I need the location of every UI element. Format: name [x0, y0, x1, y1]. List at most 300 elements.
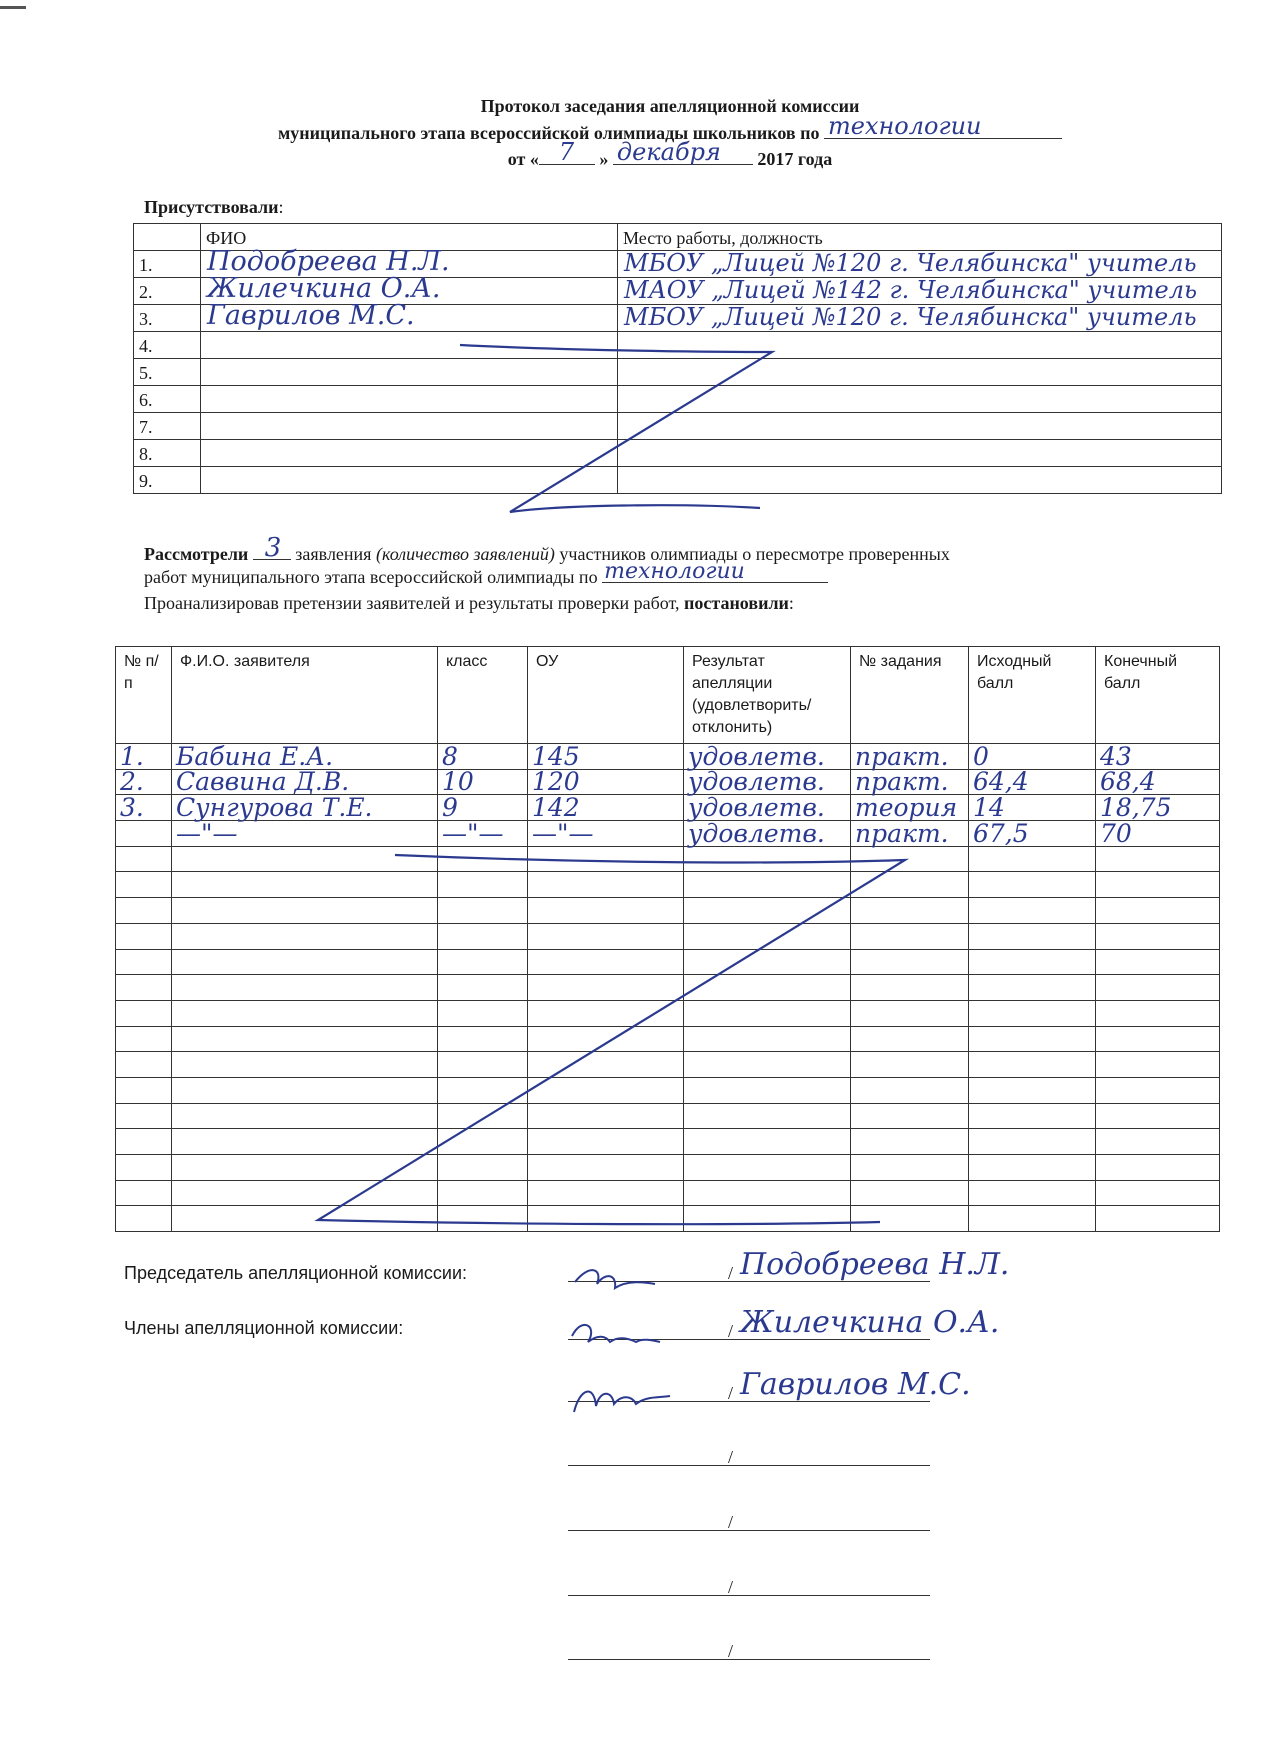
initial-score-cell — [969, 1155, 1096, 1181]
row-number: 7. — [134, 413, 201, 440]
initial-score-cell — [969, 1052, 1096, 1078]
grade-cell — [438, 949, 528, 975]
school-cell — [528, 949, 684, 975]
signature-name-handwritten: Гаврилов М.С. — [740, 1367, 971, 1402]
result-cell — [684, 1206, 851, 1232]
fio-cell — [201, 359, 618, 386]
initial-score-cell — [969, 795, 1096, 821]
result-cell — [684, 741, 851, 771]
signature-name-handwritten: Подобреева Н.Л. — [740, 1247, 1010, 1282]
handwritten-value: 18,75 — [1100, 793, 1172, 823]
handwritten-value: удовлетв. — [688, 741, 825, 771]
fio-handwritten: Гаврилов М.С. — [207, 300, 415, 331]
school-cell — [528, 898, 684, 924]
work-cell — [618, 359, 1222, 386]
col-header-num: № п/п — [116, 647, 172, 744]
applicant-cell — [172, 923, 438, 949]
present-header-work: Место работы, должность — [618, 224, 1222, 251]
work-cell — [618, 413, 1222, 440]
applicant-cell — [172, 818, 438, 848]
col-header-final: Конечный балл — [1096, 647, 1220, 744]
col-header-result: Результат апелляции (удовлетворить/ отклонить) — [684, 647, 851, 744]
date-prefix: от « — [507, 149, 539, 169]
considered-text1: заявления — [295, 544, 372, 564]
title-subject-prefix: муниципального этапа всероссийской олимпиады школьников по — [278, 123, 820, 143]
school-cell — [528, 1052, 684, 1078]
handwritten-value: практ. — [855, 767, 949, 797]
task-cell — [851, 1103, 969, 1129]
task-cell — [851, 1129, 969, 1155]
appeal-row — [116, 1103, 1220, 1129]
handwritten-value: 3. — [120, 793, 144, 823]
school-cell — [528, 1206, 684, 1232]
considered-subject-field — [602, 559, 828, 584]
signature-separator: / — [728, 1321, 734, 1341]
task-cell — [851, 923, 969, 949]
appeal-row — [116, 1206, 1220, 1232]
handwritten-value: Бабина Е.А. — [176, 741, 334, 771]
row-num-cell — [116, 923, 172, 949]
school-cell — [528, 1180, 684, 1206]
considered-count-hint: (количество заявлений) — [375, 544, 555, 564]
considered-label: Рассмотрели — [144, 544, 249, 564]
final-score-cell — [1096, 1155, 1220, 1181]
date-suffix: года — [797, 149, 833, 169]
present-header-num — [134, 224, 201, 251]
grade-cell — [438, 1103, 528, 1129]
signature-line — [568, 1242, 1010, 1283]
final-score-cell — [1096, 1026, 1220, 1052]
considered-line1 — [144, 533, 950, 566]
handwritten-value: 43 — [1100, 741, 1132, 771]
result-cell — [684, 1180, 851, 1206]
school-cell — [528, 975, 684, 1001]
final-score-cell — [1096, 818, 1220, 848]
applicant-cell — [172, 975, 438, 1001]
handwritten-value: 142 — [532, 793, 580, 823]
considered-text2: работ муниципального этапа всероссийской олимпиады по — [144, 567, 598, 587]
signature-underline — [568, 1465, 930, 1466]
handwritten-value: удовлетв. — [688, 767, 825, 797]
task-cell — [851, 741, 969, 771]
grade-cell — [438, 1026, 528, 1052]
task-cell — [851, 846, 969, 872]
initial-score-cell — [969, 923, 1096, 949]
grade-cell — [438, 872, 528, 898]
task-cell — [851, 1077, 969, 1103]
grade-cell — [438, 1077, 528, 1103]
result-cell — [684, 1000, 851, 1026]
initial-score-cell — [969, 1103, 1096, 1129]
signature-separator: / — [728, 1383, 734, 1403]
initial-score-cell — [969, 769, 1096, 795]
applicant-cell — [172, 741, 438, 771]
month-handwritten: декабря — [616, 138, 721, 166]
task-cell — [851, 898, 969, 924]
applicant-cell — [172, 898, 438, 924]
row-number: 8. — [134, 440, 201, 467]
row-num-cell — [116, 1129, 172, 1155]
present-row — [134, 413, 1222, 440]
grade-cell — [438, 818, 528, 848]
handwritten-value: удовлетв. — [688, 818, 825, 848]
date-mid: » — [599, 149, 609, 169]
grade-cell — [438, 1052, 528, 1078]
row-num-cell — [116, 975, 172, 1001]
handwritten-value: 0 — [973, 741, 989, 771]
school-cell — [528, 923, 684, 949]
grade-cell — [438, 741, 528, 771]
result-cell — [684, 1026, 851, 1052]
task-cell — [851, 1155, 969, 1181]
grade-cell — [438, 923, 528, 949]
final-score-cell — [1096, 975, 1220, 1001]
handwritten-value: 120 — [532, 767, 580, 797]
task-cell — [851, 872, 969, 898]
initial-score-cell — [969, 1000, 1096, 1026]
task-cell — [851, 769, 969, 795]
signature-line — [568, 1556, 930, 1596]
fio-cell — [201, 386, 618, 413]
appeal-row — [116, 1180, 1220, 1206]
row-num-cell — [116, 1026, 172, 1052]
appeal-row — [116, 1000, 1220, 1026]
considered-text3: Проанализировав претензии заявителей и результаты проверки работ, — [144, 593, 680, 613]
applicant-cell — [172, 1077, 438, 1103]
handwritten-value: 2. — [120, 767, 144, 797]
row-num-cell — [116, 1180, 172, 1206]
signature-line — [568, 1300, 1000, 1341]
result-cell — [684, 975, 851, 1001]
handwritten-value: 14 — [973, 793, 1005, 823]
row-number: 4. — [134, 332, 201, 359]
row-number: 6. — [134, 386, 201, 413]
final-score-cell — [1096, 741, 1220, 771]
task-cell — [851, 975, 969, 1001]
final-score-cell — [1096, 923, 1220, 949]
school-cell — [528, 1103, 684, 1129]
appeal-row — [116, 975, 1220, 1001]
initial-score-cell — [969, 818, 1096, 848]
row-num-cell — [116, 769, 172, 795]
grade-cell — [438, 1000, 528, 1026]
fio-handwritten: Подобреева Н.Л. — [207, 246, 450, 277]
applicant-cell — [172, 1052, 438, 1078]
fio-cell — [201, 440, 618, 467]
final-score-cell — [1096, 1103, 1220, 1129]
signature-line — [568, 1620, 930, 1660]
signature-underline — [568, 1595, 930, 1596]
scan-edge-mark — [0, 6, 26, 9]
initial-score-cell — [969, 1206, 1096, 1232]
signature-separator: / — [728, 1577, 734, 1597]
result-cell — [684, 1155, 851, 1181]
applicant-cell — [172, 795, 438, 821]
grade-cell — [438, 1155, 528, 1181]
final-score-cell — [1096, 769, 1220, 795]
final-score-cell — [1096, 846, 1220, 872]
applicant-cell — [172, 1180, 438, 1206]
day-field — [539, 138, 595, 166]
present-row — [134, 332, 1222, 359]
appeal-row — [116, 769, 1220, 795]
school-cell — [528, 1129, 684, 1155]
applicant-cell — [172, 1155, 438, 1181]
fio-handwritten: Жилечкина О.А. — [207, 273, 441, 304]
work-cell — [618, 278, 1222, 305]
initial-score-cell — [969, 949, 1096, 975]
document-title-line1: Протокол заседания апелляционной комиссии — [480, 96, 860, 116]
applicant-cell — [172, 769, 438, 795]
considered-line2 — [144, 559, 828, 589]
handwritten-value: 1. — [120, 741, 144, 771]
final-score-cell — [1096, 1206, 1220, 1232]
present-header-fio: ФИО — [201, 224, 618, 251]
handwritten-value: теория — [855, 793, 958, 823]
grade-cell — [438, 795, 528, 821]
appeal-row — [116, 1077, 1220, 1103]
considered-line3 — [144, 592, 794, 615]
row-num-cell — [116, 846, 172, 872]
grade-cell — [438, 975, 528, 1001]
row-num-cell — [116, 872, 172, 898]
month-field — [613, 138, 753, 166]
row-number: 1. — [134, 251, 201, 278]
initial-score-cell — [969, 1077, 1096, 1103]
row-num-cell — [116, 821, 172, 847]
present-row — [134, 386, 1222, 413]
appeals-table — [115, 646, 1220, 1232]
task-cell — [851, 1052, 969, 1078]
final-score-cell — [1096, 1077, 1220, 1103]
final-score-cell — [1096, 949, 1220, 975]
work-cell — [618, 386, 1222, 413]
count-handwritten: 3 — [264, 533, 282, 563]
applicant-cell — [172, 1026, 438, 1052]
present-row — [134, 359, 1222, 386]
col-header-initial: Исходный балл — [969, 647, 1096, 744]
signature-separator: / — [728, 1641, 734, 1661]
initial-score-cell — [969, 975, 1096, 1001]
initial-score-cell — [969, 1129, 1096, 1155]
fio-cell — [201, 413, 618, 440]
grade-cell — [438, 769, 528, 795]
handwritten-value: —"— — [176, 818, 238, 848]
result-cell — [684, 1077, 851, 1103]
grade-cell — [438, 1129, 528, 1155]
decided-colon: : — [788, 593, 794, 613]
document-date-line — [0, 138, 1275, 171]
grade-cell — [438, 898, 528, 924]
appeal-row — [116, 1129, 1220, 1155]
work-cell — [618, 467, 1222, 494]
appeal-row — [116, 872, 1220, 898]
final-score-cell — [1096, 898, 1220, 924]
col-header-fio: Ф.И.О. заявителя — [172, 647, 438, 744]
final-score-cell — [1096, 1129, 1220, 1155]
fio-cell — [201, 300, 618, 332]
signature-line — [568, 1426, 930, 1466]
decided-label: постановили — [684, 593, 789, 613]
handwritten-value: 68,4 — [1100, 767, 1156, 797]
initial-score-cell — [969, 741, 1096, 771]
subject-handwritten: технологии — [827, 112, 982, 140]
task-cell — [851, 1000, 969, 1026]
school-cell — [528, 795, 684, 821]
result-cell — [684, 923, 851, 949]
initial-score-cell — [969, 1180, 1096, 1206]
appeal-row — [116, 898, 1220, 924]
handwritten-value: 8 — [442, 741, 458, 771]
task-cell — [851, 1180, 969, 1206]
handwritten-value: практ. — [855, 818, 949, 848]
handwritten-value: 67,5 — [973, 818, 1029, 848]
signature-line — [568, 1362, 971, 1403]
considered-subject-handwritten: технологии — [604, 559, 745, 584]
handwritten-value: 145 — [532, 741, 580, 771]
final-score-cell — [1096, 1180, 1220, 1206]
school-cell — [528, 872, 684, 898]
result-cell — [684, 1052, 851, 1078]
task-cell — [851, 1026, 969, 1052]
school-cell — [528, 818, 684, 848]
handwritten-value: Саввина Д.В. — [176, 767, 350, 797]
appeal-row — [116, 1155, 1220, 1181]
signature-name-handwritten: Жилечкина О.А. — [740, 1305, 1000, 1340]
school-cell — [528, 1026, 684, 1052]
appeal-row — [116, 795, 1220, 821]
row-number: 9. — [134, 467, 201, 494]
applicant-cell — [172, 949, 438, 975]
considered-text1-rest: участников олимпиады о пересмотре проверенных — [559, 544, 950, 564]
year-prefix: 201 — [757, 149, 785, 169]
row-num-cell — [116, 1000, 172, 1026]
handwritten-value: 10 — [442, 767, 474, 797]
applicant-cell — [172, 1103, 438, 1129]
row-number: 5. — [134, 359, 201, 386]
row-num-cell — [116, 949, 172, 975]
signature-line — [568, 1491, 930, 1531]
grade-cell — [438, 846, 528, 872]
appeals-header-row — [116, 647, 1220, 744]
handwritten-value: 9 — [442, 793, 458, 823]
school-cell — [528, 1000, 684, 1026]
signature-separator: / — [728, 1512, 734, 1532]
handwritten-value: практ. — [855, 741, 949, 771]
work-handwritten: МАОУ „Лицей №142 г. Челябинска" учитель — [624, 276, 1198, 304]
signature-separator: / — [728, 1263, 734, 1283]
subject-field — [824, 112, 1062, 140]
row-number: 2. — [134, 278, 201, 305]
work-handwritten: МБОУ „Лицей №120 г. Челябинска" учитель — [624, 249, 1197, 277]
result-cell — [684, 1129, 851, 1155]
signature-underline — [568, 1530, 930, 1531]
row-num-cell — [116, 898, 172, 924]
row-num-cell — [116, 741, 172, 771]
result-cell — [684, 872, 851, 898]
appeal-row — [116, 821, 1220, 847]
row-num-cell — [116, 1052, 172, 1078]
result-cell — [684, 818, 851, 848]
handwritten-value: 64,4 — [973, 767, 1029, 797]
applicant-cell — [172, 1206, 438, 1232]
result-cell — [684, 898, 851, 924]
applicant-cell — [172, 846, 438, 872]
fio-cell — [201, 332, 618, 359]
applicant-cell — [172, 1129, 438, 1155]
result-cell — [684, 795, 851, 821]
work-handwritten: МБОУ „Лицей №120 г. Челябинска" учитель — [624, 303, 1197, 331]
task-cell — [851, 949, 969, 975]
result-cell — [684, 846, 851, 872]
school-cell — [528, 741, 684, 771]
row-num-cell — [116, 1206, 172, 1232]
appeal-row — [116, 949, 1220, 975]
result-cell — [684, 769, 851, 795]
work-cell — [618, 332, 1222, 359]
count-field — [253, 533, 291, 563]
signature-underline — [568, 1659, 930, 1660]
fio-cell — [201, 467, 618, 494]
appeal-row — [116, 923, 1220, 949]
present-row — [134, 467, 1222, 494]
initial-score-cell — [969, 898, 1096, 924]
initial-score-cell — [969, 846, 1096, 872]
work-cell — [618, 251, 1222, 278]
work-cell — [618, 440, 1222, 467]
task-cell — [851, 795, 969, 821]
row-num-cell — [116, 1103, 172, 1129]
grade-cell — [438, 1206, 528, 1232]
task-cell — [851, 1206, 969, 1232]
appeal-row — [116, 744, 1220, 770]
school-cell — [528, 769, 684, 795]
appeal-row — [116, 1052, 1220, 1078]
applicant-cell — [172, 1000, 438, 1026]
chair-label: Председатель апелляционной комиссии: — [124, 1263, 468, 1283]
row-num-cell — [116, 1155, 172, 1181]
final-score-cell — [1096, 795, 1220, 821]
task-cell — [851, 818, 969, 848]
school-cell — [528, 1155, 684, 1181]
grade-cell — [438, 1180, 528, 1206]
handwritten-value: —"— — [442, 818, 504, 848]
handwritten-value: Сунгурова Т.Е. — [176, 793, 373, 823]
handwritten-value: удовлетв. — [688, 793, 825, 823]
members-label: Члены апелляционной комиссии: — [124, 1318, 404, 1338]
final-score-cell — [1096, 872, 1220, 898]
day-handwritten: 7 — [558, 138, 575, 166]
final-score-cell — [1096, 1000, 1220, 1026]
appeal-row — [116, 846, 1220, 872]
row-number: 3. — [134, 305, 201, 332]
initial-score-cell — [969, 872, 1096, 898]
col-header-school: ОУ — [528, 647, 684, 744]
handwritten-value: —"— — [532, 818, 594, 848]
present-row — [134, 305, 1222, 332]
row-num-cell — [116, 1077, 172, 1103]
school-cell — [528, 846, 684, 872]
school-cell — [528, 1077, 684, 1103]
final-score-cell — [1096, 1052, 1220, 1078]
col-header-grade: класс — [438, 647, 528, 744]
result-cell — [684, 949, 851, 975]
col-header-task: № задания — [851, 647, 969, 744]
row-num-cell — [116, 795, 172, 821]
result-cell — [684, 1103, 851, 1129]
present-table — [133, 223, 1222, 494]
year-digit: 7 — [784, 149, 794, 169]
